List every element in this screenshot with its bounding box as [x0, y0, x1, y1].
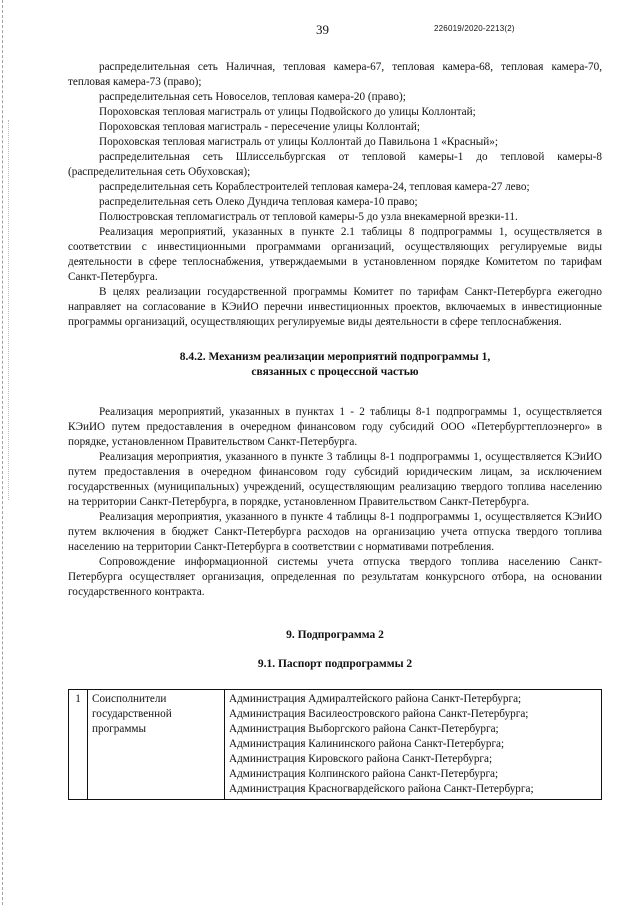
list-item: Администрация Красногвардейского района Санкт-Петербурга; — [229, 783, 534, 795]
passport-table — [68, 689, 602, 800]
scan-edge-artifact-inner — [8, 120, 10, 500]
list-item: распределительная сеть Кораблестроителей тепловая камера-24, тепловая камера-27 лево; — [99, 181, 530, 193]
list-item: Администрация Выборгского района Санкт-Петербурга; — [229, 723, 499, 735]
scan-edge-artifact — [2, 0, 6, 905]
paragraph: Реализация мероприятия, указанного в пункте 3 таблицы 8-1 подпрограммы 1, осуществляется КЭиИО путем предоставления в очередном финансовом году субсидий юридическим лицам, за исключением государственных (муниципальных) учреждений, осуществляющим реализацию твердого топлива населению на территории Санкт-Петербурга, в порядке, установленном Правительством Санкт-Петербурга. — [68, 451, 602, 508]
list-item: Пороховская тепловая магистраль - пересечение улицы Коллонтай; — [99, 121, 421, 133]
document-body — [68, 60, 602, 672]
list-item: Пороховская тепловая магистраль от улицы Подвойского до улицы Коллонтай; — [99, 106, 476, 118]
paragraph: Реализация мероприятий, указанных в пункте 2.1 таблицы 8 подпрограммы 1, осуществляется в соответствии с инвестиционными программами организаций, осуществляющих регулируемые виды деятельности в сфере теплоснабжения, утверждаемыми в установленном порядке Комитетом по тарифам Санкт-Петербурга. — [68, 226, 602, 283]
values-cell — [225, 690, 602, 800]
table-row — [69, 690, 602, 800]
paragraph: Сопровождение информационной системы учета отпуска твердого топлива населению Санкт-Петербурга осуществляет организация, определенная по результатам конкурсного отбора, на основании государственного контракта. — [68, 556, 602, 598]
list-item: распределительная сеть Олеко Дундича тепловая камера-10 право; — [99, 196, 418, 208]
document-code: 226019/2020-2213(2) — [434, 24, 515, 33]
paragraph: В целях реализации государственной программы Комитет по тарифам Санкт-Петербурга ежегодно направляет на согласование в КЭиИО перечни инвестиционных проектов, включаемых в инвестиционные программы организаций, осуществляющих регулируемые виды деятельности в сфере теплоснабжения. — [68, 286, 602, 328]
list-item: Администрация Адмиралтейского района Санкт-Петербурга; — [229, 693, 522, 705]
page-number: 39 — [316, 22, 329, 37]
section-heading-842-line2: связанных с процессной частью — [251, 366, 419, 378]
list-item: Пороховская тепловая магистраль от улицы Коллонтай до Павильона 1 «Красный»; — [99, 136, 499, 148]
section-heading-9: 9. Подпрограмма 2 — [286, 629, 384, 641]
section-heading-842-line1: 8.4.2. Механизм реализации мероприятий подпрограммы 1, — [179, 351, 491, 363]
paragraph: Реализация мероприятий, указанных в пунктах 1 - 2 таблицы 8-1 подпрограммы 1, осуществляется КЭиИО путем предоставления в очередном финансовом году субсидий ООО «Петербургтеплоэнерго» в порядке, установленном Правительством Санкт-Петербурга. — [68, 406, 602, 448]
list-item: Полюстровская тепломагистраль от тепловой камеры-5 до узла внекамерной врезки-11. — [99, 211, 518, 223]
list-item: распределительная сеть Наличная, тепловая камера-67, тепловая камера-68, тепловая камера-70, тепловая камера-73 (право); — [68, 61, 602, 88]
list-item: Администрация Колпинского района Санкт-Петербурга; — [229, 768, 499, 780]
row-number-cell: 1 — [69, 690, 88, 800]
list-item: Администрация Калининского района Санкт-Петербурга; — [229, 738, 505, 750]
list-item: распределительная сеть Новоселов, тепловая камера-20 (право); — [99, 91, 406, 103]
label-cell: Соисполнители государственной программы — [88, 690, 225, 800]
list-item: Администрация Василеостровского района Санкт-Петербурга; — [229, 708, 529, 720]
list-item: Администрация Кировского района Санкт-Петербурга; — [229, 753, 493, 765]
section-heading-91: 9.1. Паспорт подпрограммы 2 — [257, 658, 413, 670]
paragraph: Реализация мероприятия, указанного в пункте 4 таблицы 8-1 подпрограммы 1, осуществляется КЭиИО путем включения в бюджет Санкт-Петербурга расходов на организацию учета отпуска твердого топлива населению на территории Санкт-Петербурга в соответствии с нормативами потребления. — [68, 511, 602, 553]
list-item: распределительная сеть Шлиссельбургская от тепловой камеры-1 до тепловой камеры-8 (распределительная сеть Обуховская); — [68, 151, 602, 178]
